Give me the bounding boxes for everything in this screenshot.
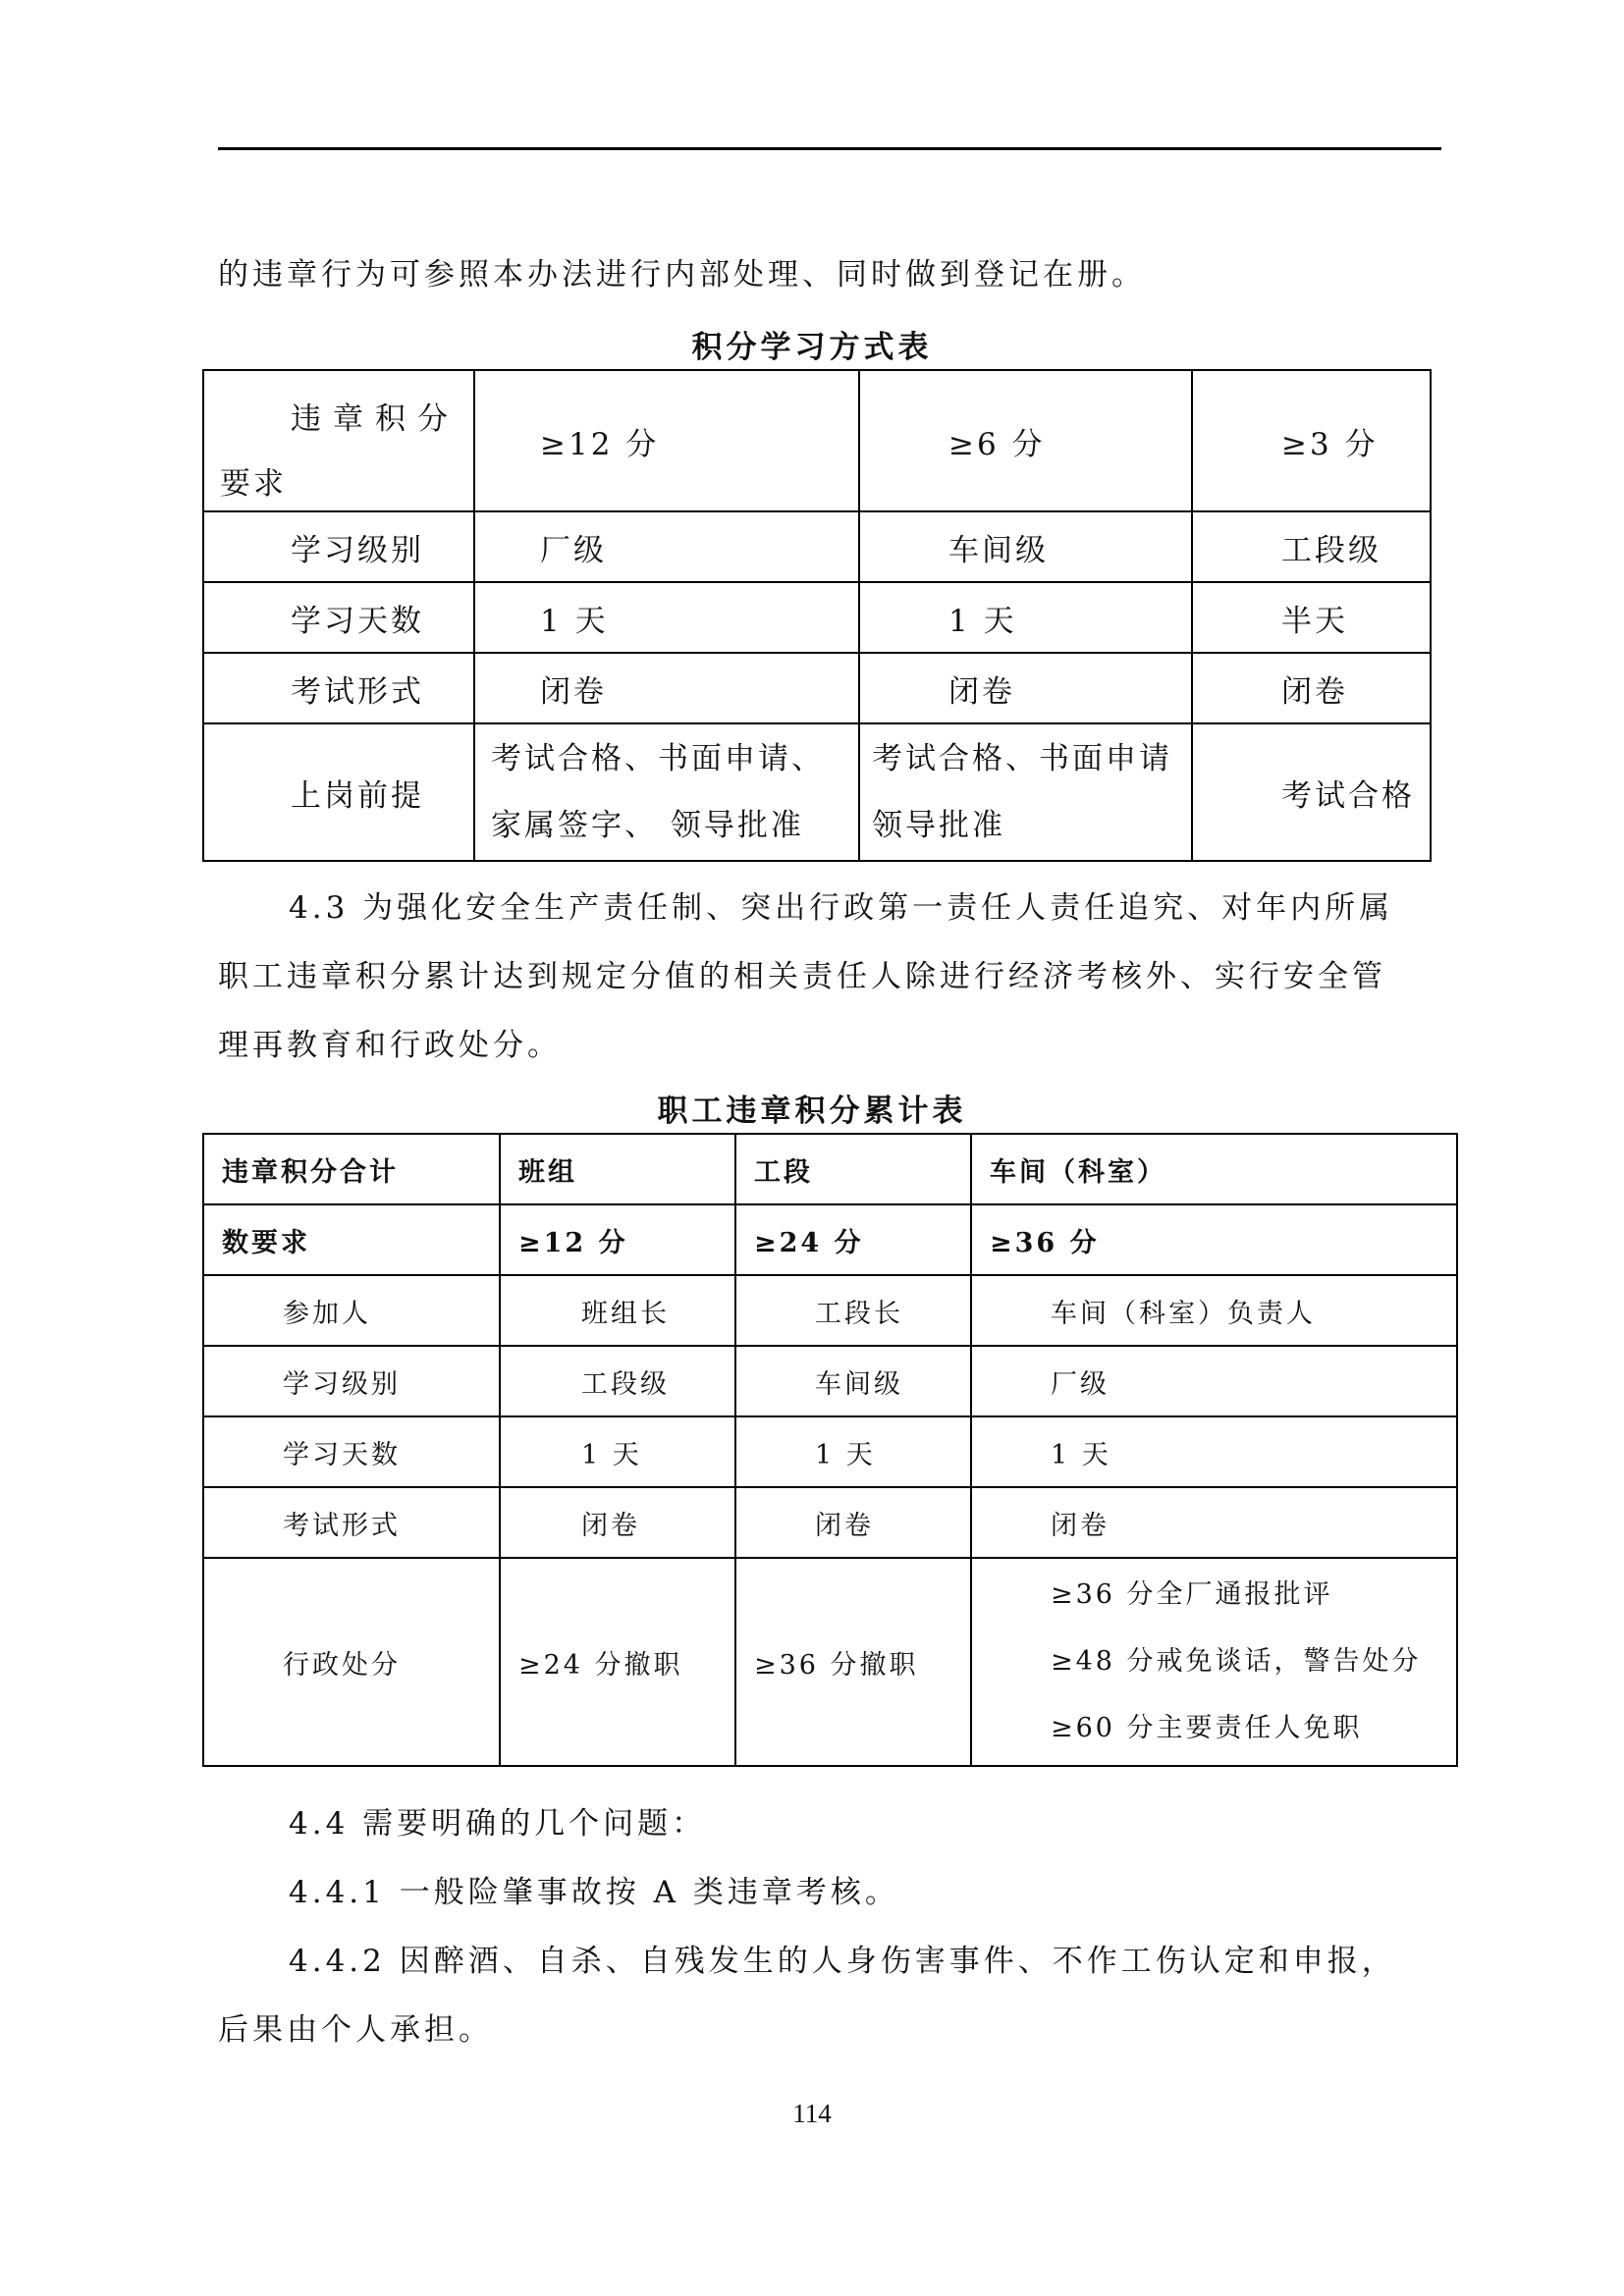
column-header: 工段 bbox=[735, 1134, 971, 1204]
table1-title: 积分学习方式表 bbox=[691, 330, 933, 365]
table-cell: 工段级 bbox=[500, 1346, 735, 1416]
table-row bbox=[203, 723, 1431, 861]
threshold-cell: ≥12 分 bbox=[500, 1204, 735, 1275]
table-cell bbox=[474, 723, 859, 861]
table-cell: ≥24 分撤职 bbox=[500, 1558, 735, 1766]
table-cell: 闭卷 bbox=[1192, 653, 1431, 723]
req-label-b: 要求 bbox=[220, 466, 287, 502]
cell-line: 考试合格、书面申请、 bbox=[491, 741, 825, 776]
table-cell: 1 天 bbox=[474, 582, 859, 653]
table-cell: 闭卷 bbox=[859, 653, 1192, 723]
header-label-cell: 违章积分合计 bbox=[203, 1134, 500, 1204]
threshold-cell: ≥36 分 bbox=[971, 1204, 1457, 1275]
row-label: 学习级别 bbox=[203, 511, 474, 582]
table-cell: 闭卷 bbox=[971, 1487, 1457, 1558]
threshold-cell: ≥12 分 bbox=[474, 370, 859, 511]
row-label: 行政处分 bbox=[203, 1558, 500, 1766]
column-header: 车间（科室） bbox=[971, 1134, 1457, 1204]
table-row bbox=[203, 582, 1431, 653]
text-line: 4.4.1 一般险肇事故按 A 类违章考核。 bbox=[289, 1875, 899, 1910]
table-cell: 车间（科室）负责人 bbox=[971, 1275, 1457, 1346]
table-cell bbox=[971, 1558, 1457, 1766]
row-label: 考试形式 bbox=[203, 653, 474, 723]
cell-line: ≥48 分戒免谈话，警告处分 bbox=[1051, 1646, 1422, 1677]
table-cell: 考试合格 bbox=[1192, 723, 1431, 861]
text-line: 理再教育和行政处分。 bbox=[218, 1028, 562, 1063]
table-row bbox=[203, 1134, 1457, 1204]
table-cell: 工段级 bbox=[1192, 511, 1431, 582]
row-label: 学习天数 bbox=[203, 1416, 500, 1487]
table-row bbox=[203, 1416, 1457, 1487]
table-cell: 厂级 bbox=[971, 1346, 1457, 1416]
header-label-cell bbox=[203, 370, 474, 511]
table-cell: 闭卷 bbox=[500, 1487, 735, 1558]
text-line: 职工违章积分累计达到规定分值的相关责任人除进行经济考核外、实行安全管 bbox=[218, 959, 1386, 994]
table2-title: 职工违章积分累计表 bbox=[657, 1094, 967, 1129]
req-label-a: 违章积分 bbox=[291, 401, 460, 437]
intro-paragraph bbox=[218, 240, 1445, 309]
row-label: 学习级别 bbox=[203, 1346, 500, 1416]
table-cell: 1 天 bbox=[735, 1416, 971, 1487]
row-label: 考试形式 bbox=[203, 1487, 500, 1558]
threshold-cell: ≥6 分 bbox=[859, 370, 1192, 511]
table-row bbox=[203, 1204, 1457, 1275]
row-label: 上岗前提 bbox=[203, 723, 474, 861]
text-line: 4.4.2 因醉酒、自杀、自残发生的人身伤害事件、不作工伤认定和申报， bbox=[289, 1944, 1396, 1979]
header-label-cell: 数要求 bbox=[203, 1204, 500, 1275]
table-cell: 闭卷 bbox=[735, 1487, 971, 1558]
text-line: 4.4 需要明确的几个问题： bbox=[289, 1806, 707, 1842]
cell-line: 家属签字、 领导批准 bbox=[491, 808, 804, 843]
cell-line: 考试合格、书面申请 bbox=[872, 741, 1172, 776]
text-line: 后果由个人承担。 bbox=[218, 2012, 493, 2048]
text-line: 4.3 为强化安全生产责任制、突出行政第一责任人责任追究、对年内所属 bbox=[289, 890, 1394, 926]
cell-line: ≥36 分全厂通报批评 bbox=[1051, 1579, 1333, 1610]
table-cell: 厂级 bbox=[474, 511, 859, 582]
header-rule bbox=[218, 147, 1441, 150]
table-row bbox=[203, 1275, 1457, 1346]
cell-line: 领导批准 bbox=[872, 808, 1005, 843]
table-row bbox=[203, 1487, 1457, 1558]
table-cell: 半天 bbox=[1192, 582, 1431, 653]
table-cell: ≥36 分撤职 bbox=[735, 1558, 971, 1766]
table-cell: 1 天 bbox=[859, 582, 1192, 653]
points-study-table bbox=[202, 369, 1432, 862]
paragraph-4-4 bbox=[218, 1789, 1445, 2064]
table-cell: 班组长 bbox=[500, 1275, 735, 1346]
row-label: 参加人 bbox=[203, 1275, 500, 1346]
accumulated-points-table bbox=[202, 1133, 1458, 1767]
column-header: 班组 bbox=[500, 1134, 735, 1204]
table-row bbox=[203, 1558, 1457, 1766]
paragraph-4-3 bbox=[218, 874, 1445, 1080]
table-row bbox=[203, 370, 1431, 511]
table-cell: 车间级 bbox=[735, 1346, 971, 1416]
row-label: 学习天数 bbox=[203, 582, 474, 653]
threshold-cell: ≥3 分 bbox=[1192, 370, 1431, 511]
table-cell bbox=[859, 723, 1192, 861]
table-cell: 1 天 bbox=[500, 1416, 735, 1487]
table-row bbox=[203, 511, 1431, 582]
page-number: 114 bbox=[792, 2099, 832, 2128]
table-cell: 工段长 bbox=[735, 1275, 971, 1346]
text-line: 的违章行为可参照本办法进行内部处理、同时做到登记在册。 bbox=[218, 257, 1146, 293]
table-row bbox=[203, 653, 1431, 723]
table-cell: 1 天 bbox=[971, 1416, 1457, 1487]
threshold-cell: ≥24 分 bbox=[735, 1204, 971, 1275]
cell-line: ≥60 分主要责任人免职 bbox=[1051, 1713, 1363, 1743]
table-row bbox=[203, 1346, 1457, 1416]
table-cell: 车间级 bbox=[859, 511, 1192, 582]
table-cell: 闭卷 bbox=[474, 653, 859, 723]
